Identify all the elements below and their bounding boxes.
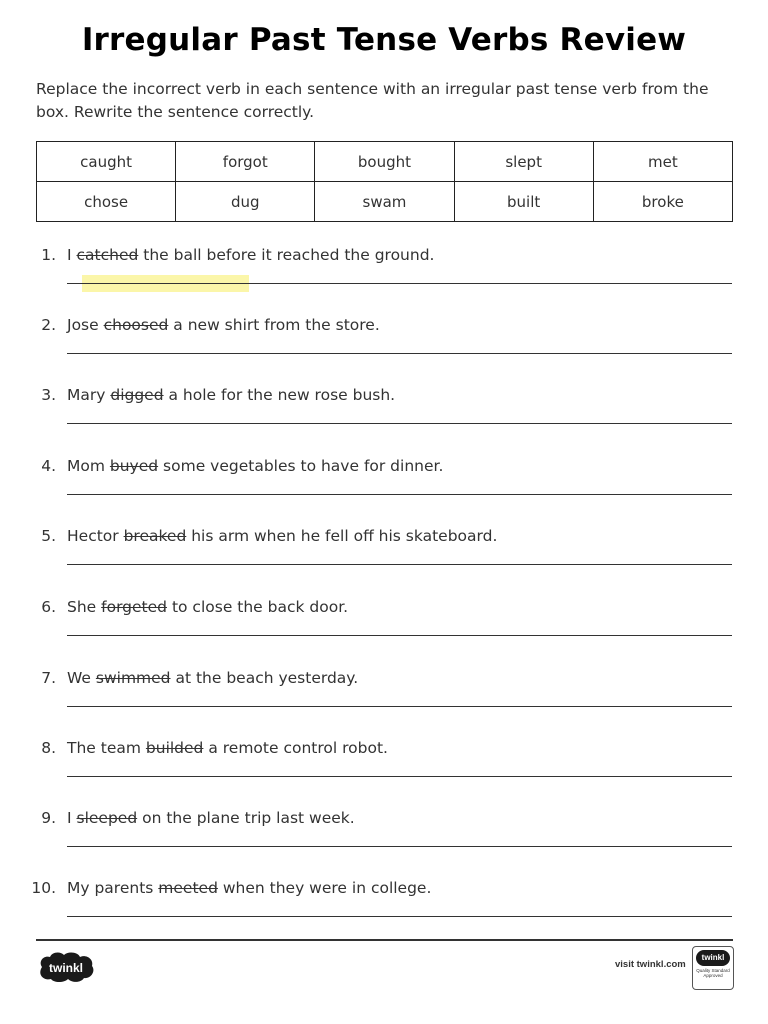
- footer-divider: [36, 939, 733, 941]
- sentence-end: at the beach yesterday.: [170, 669, 359, 687]
- sentence-start: She: [67, 598, 102, 616]
- question-number: 9.: [41, 809, 56, 827]
- sentence-end: some vegetables to have for dinner.: [158, 457, 444, 475]
- answer-line[interactable]: [67, 635, 732, 636]
- question-sentence: [67, 598, 348, 616]
- word-box-cell: chose: [37, 182, 176, 222]
- word-box: [36, 141, 733, 222]
- question-number: 6.: [41, 598, 56, 616]
- answer-line[interactable]: [67, 353, 732, 354]
- question-sentence: [67, 457, 443, 475]
- question-sentence: [67, 669, 358, 687]
- word-box-cell: built: [454, 182, 593, 222]
- quality-badge: [692, 946, 734, 990]
- word-box-cell: swam: [315, 182, 454, 222]
- answer-line[interactable]: [67, 423, 732, 424]
- question-number: 8.: [41, 739, 56, 757]
- incorrect-verb: catched: [76, 246, 139, 264]
- incorrect-verb: builded: [145, 739, 204, 757]
- sentence-start: I: [67, 246, 77, 264]
- incorrect-verb: digged: [110, 386, 164, 404]
- question-number: 1.: [41, 246, 56, 264]
- incorrect-verb: forgeted: [101, 598, 168, 616]
- question-item: [0, 246, 768, 316]
- sentence-start: We: [67, 669, 96, 687]
- question-item: [0, 809, 768, 879]
- incorrect-verb: choosed: [103, 316, 169, 334]
- question-sentence: [67, 246, 434, 264]
- question-number: 5.: [41, 527, 56, 545]
- question-item: [0, 457, 768, 527]
- question-item: [0, 386, 768, 456]
- word-box-cell: slept: [454, 142, 593, 182]
- instructions: Replace the incorrect verb in each sentence with an irregular past tense verb from the box. Rewrite the sentence correctly.: [36, 80, 709, 121]
- sentence-start: Hector: [67, 527, 124, 545]
- word-box-cell: met: [593, 142, 732, 182]
- sentence-start: I: [67, 809, 77, 827]
- sentence-end: a hole for the new rose bush.: [163, 386, 396, 404]
- sentence-start: The team: [67, 739, 146, 757]
- twinkl-logo: [36, 951, 96, 983]
- question-item: [0, 739, 768, 809]
- question-sentence: [67, 739, 388, 757]
- sentence-start: Mary: [67, 386, 111, 404]
- sentence-end: a remote control robot.: [203, 739, 388, 757]
- question-sentence: [67, 879, 431, 897]
- page-title: Irregular Past Tense Verbs Review: [81, 22, 687, 58]
- sentence-end: on the plane trip last week.: [137, 809, 355, 827]
- question-number: 3.: [41, 386, 56, 404]
- question-number: 7.: [41, 669, 56, 687]
- incorrect-verb: meeted: [158, 879, 218, 897]
- answer-line[interactable]: [67, 846, 732, 847]
- visit-link[interactable]: visit twinkl.com: [615, 959, 686, 970]
- answer-line[interactable]: [67, 564, 732, 565]
- word-box-cell: bought: [315, 142, 454, 182]
- word-box-row: [37, 142, 733, 182]
- question-item: [0, 669, 768, 739]
- word-box-cell: broke: [593, 182, 732, 222]
- question-item: [0, 527, 768, 597]
- question-number: 4.: [41, 457, 56, 475]
- word-box-cell: caught: [37, 142, 176, 182]
- sentence-start: Jose: [67, 316, 104, 334]
- answer-line[interactable]: [67, 706, 732, 707]
- question-number: 2.: [41, 316, 56, 334]
- question-item: [0, 598, 768, 668]
- word-box-row: [37, 182, 733, 222]
- incorrect-verb: swimmed: [95, 669, 171, 687]
- sentence-end: a new shirt from the store.: [168, 316, 380, 334]
- sentence-end: his arm when he fell off his skateboard.: [186, 527, 498, 545]
- word-box-cell: dug: [176, 182, 315, 222]
- question-sentence: [67, 527, 497, 545]
- sentence-start: Mom: [67, 457, 110, 475]
- sentence-start: My parents: [67, 879, 159, 897]
- question-sentence: [67, 316, 380, 334]
- sentence-end: to close the back door.: [167, 598, 349, 616]
- incorrect-verb: buyed: [109, 457, 159, 475]
- logo-text: twinkl: [48, 961, 84, 975]
- incorrect-verb: breaked: [123, 527, 187, 545]
- question-number: 10.: [31, 879, 56, 897]
- badge-text: Quality Standard Approved: [696, 968, 730, 978]
- question-item: [0, 316, 768, 386]
- sentence-end: when they were in college.: [217, 879, 432, 897]
- question-sentence: [67, 809, 355, 827]
- incorrect-verb: sleeped: [76, 809, 138, 827]
- answer-line[interactable]: [67, 283, 732, 284]
- sentence-end: the ball before it reached the ground.: [138, 246, 435, 264]
- word-box-cell: forgot: [176, 142, 315, 182]
- answer-line[interactable]: [67, 776, 732, 777]
- question-sentence: [67, 386, 395, 404]
- badge-logo: twinkl: [696, 950, 730, 966]
- answer-line[interactable]: [67, 494, 732, 495]
- answer-line[interactable]: [67, 916, 732, 917]
